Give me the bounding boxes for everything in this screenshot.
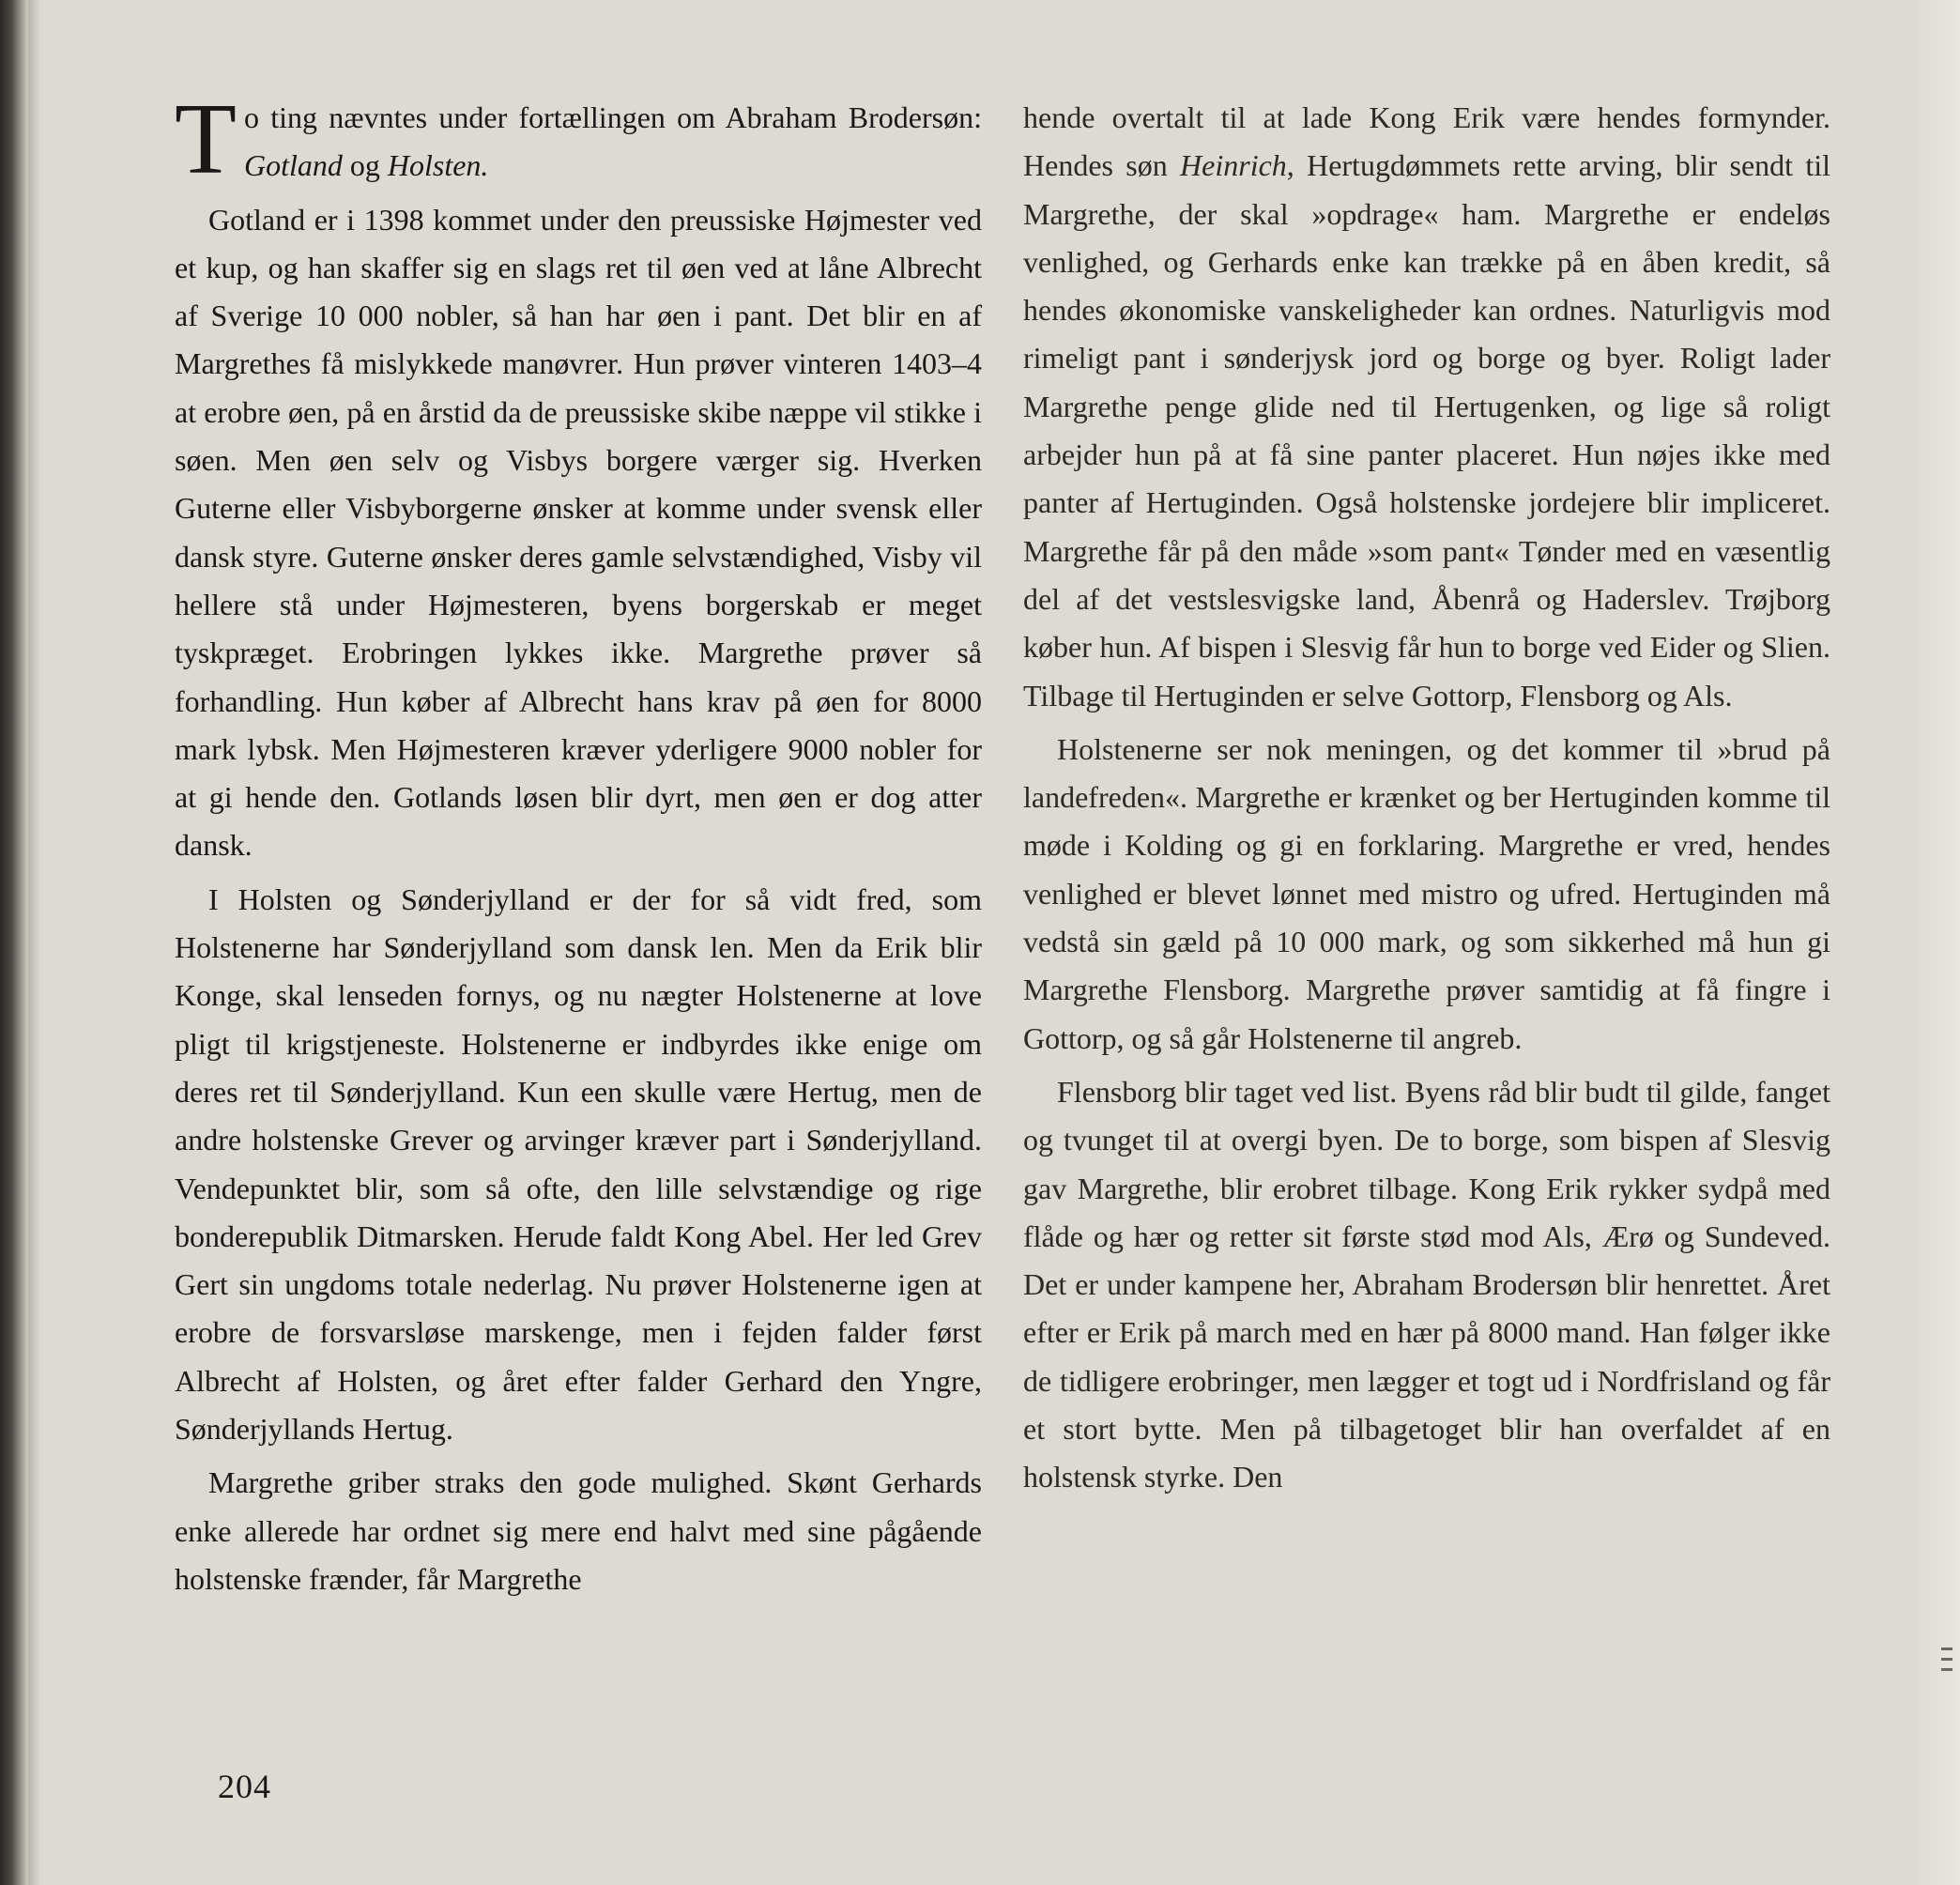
- intro-connector: og: [342, 148, 388, 183]
- paragraph-flensborg: Flensborg blir taget ved list. Byens råd blir budt til gilde, fanget og tvunget til at overgi byen. De to borge, som bispen af Slesvig gav Margrethe, blir erobret tilbage. Kong Erik rykker sydpå med flåde og hær og retter sit første stød mod Als, Ærø og Sundeved. Det er under kampene her, Abraham Brodersøn blir henrettet. Året efter er Erik på march med en hær på 8000 mand. Han følger ikke de tidligere erobringer, men lægger et togt ud i Nordfrisland og får et stort bytte. Men på tilbagetoget blir han overfaldet af en holstensk styrke. Den: [1023, 1074, 1830, 1494]
- paragraph-gotland: Gotland er i 1398 kommet under den preussiske Højmester ved et kup, og han skaffer sig en slags ret til øen ved at låne Albrecht af Sverige 10 000 nobler, så han har øen i pant. Det blir en af Margrethes få mislykkede manøvrer. Hun prøver vinteren 1403–4 at erobre øen, på en årstid da de preussiske skibe næppe vil stikke i søen. Men øen selv og Visbys borgere værger sig. Hverken Guterne eller Visbyborgerne ønsker at komme under svensk eller dansk styre. Guterne ønsker deres gamle selvstændighed, Visby vil hellere stå under Højmesteren, byens borgerskab er meget tyskpræget. Erobringen lykkes ikke. Margrethe prøver så forhandling. Hun køber af Albrecht hans krav på øen for 8000 mark lybsk. Men Højmesteren kræver yderligere 9000 nobler for at gi hende den. Gotlands løsen blir dyrt, men øen er dog atter dansk.: [175, 202, 982, 863]
- intro-italic-holsten: Holsten.: [387, 148, 489, 183]
- left-column: [175, 84, 982, 1609]
- paragraph-intro: [175, 84, 982, 195]
- right-column: [1023, 94, 1830, 1508]
- book-spine-shadow: [0, 0, 28, 1885]
- edge-marks: [1941, 1647, 1952, 1678]
- paragraph-holstenerne: Holstenerne ser nok meningen, og det kommer til »brud på landefreden«. Margrethe er krænket og ber Hertuginden komme til møde i Kolding og gi en forklaring. Margrethe er vred, hendes venlighed er blevet lønnet med mistro og ufred. Hertuginden må vedstå sin gæld på 10 000 mark, og som sikkerhed må hun gi Margrethe Flensborg. Margrethe prøver samtidig at få fingre i Gottorp, og så går Holstenerne til angreb.: [1023, 731, 1830, 1055]
- intro-italic-gotland: Gotland: [243, 148, 343, 183]
- right-page-edge: [1917, 0, 1960, 1885]
- continuation-italic-heinrich: Heinrich: [1180, 148, 1287, 183]
- continuation-text-b: , Hertugdømmets rette arving, blir sendt til Margrethe, der skal »opdrage« ham. Margrethe er endeløs venlighed, og Gerhards enke kan trække på en åben kredit, så hendes økonomiske vanskeligheder kan ordnes. Naturligvis mod rimeligt pant i sønderjysk jord og borge og byer. Roligt lader Margrethe penge glide ned til Hertugenken, og lige så roligt arbejder hun på at få sine panter placeret. Hun nøjes ikke med panter af Hertuginden. Også holstenske jordejere blir impliceret. Margrethe får på den måde »som pant« Tønder med en væsentlig del af det vestslesvigske land, Åbenrå og Haderslev. Trøjborg køber hun. Af bispen i Slesvig får hun to borge ved Eider og Slien. Tilbage til Hertuginden er selve Gottorp, Flensborg og Als.: [1023, 148, 1831, 713]
- paragraph-holsten: I Holsten og Sønderjylland er der for så vidt fred, som Holstenerne har Sønderjylland som dansk len. Men da Erik blir Konge, skal lenseden fornys, og nu nægter Holstenerne at love pligt til krigstjeneste. Holstenerne er indbyrdes ikke enige om deres ret til Sønderjylland. Kun een skulle være Hertug, men de andre holstenske Grever og arvinger kræver part i Sønderjylland. Vendepunktet blir, som så ofte, den lille selvstændige og rige bonderepublik Ditmarsken. Herude faldt Kong Abel. Her led Grev Gert sin ungdoms totale nederlag. Nu prøver Holstenerne igen at erobre de forsvarsløse marskenge, men i fejden falder først Albrecht af Holsten, og året efter falder Gerhard den Yngre, Sønderjyllands Hertug.: [175, 881, 982, 1447]
- paragraph-margrethe: Margrethe griber straks den gode mulighed. Skønt Gerhards enke allerede har ordnet sig mere end halvt med sine pågående holstenske frænder, får Margrethe: [175, 1465, 982, 1596]
- paragraph-continuation: [1023, 94, 1830, 720]
- continuation-text-a: hende overtalt til at lade Kong Erik være hendes formynder. Hendes søn: [1023, 100, 1830, 183]
- page-number: 204: [218, 1768, 271, 1805]
- intro-text: o ting nævntes under fortællingen om Abraham Brodersøn:: [243, 100, 982, 134]
- drop-cap: T: [175, 84, 237, 195]
- page-edge: [28, 0, 39, 1885]
